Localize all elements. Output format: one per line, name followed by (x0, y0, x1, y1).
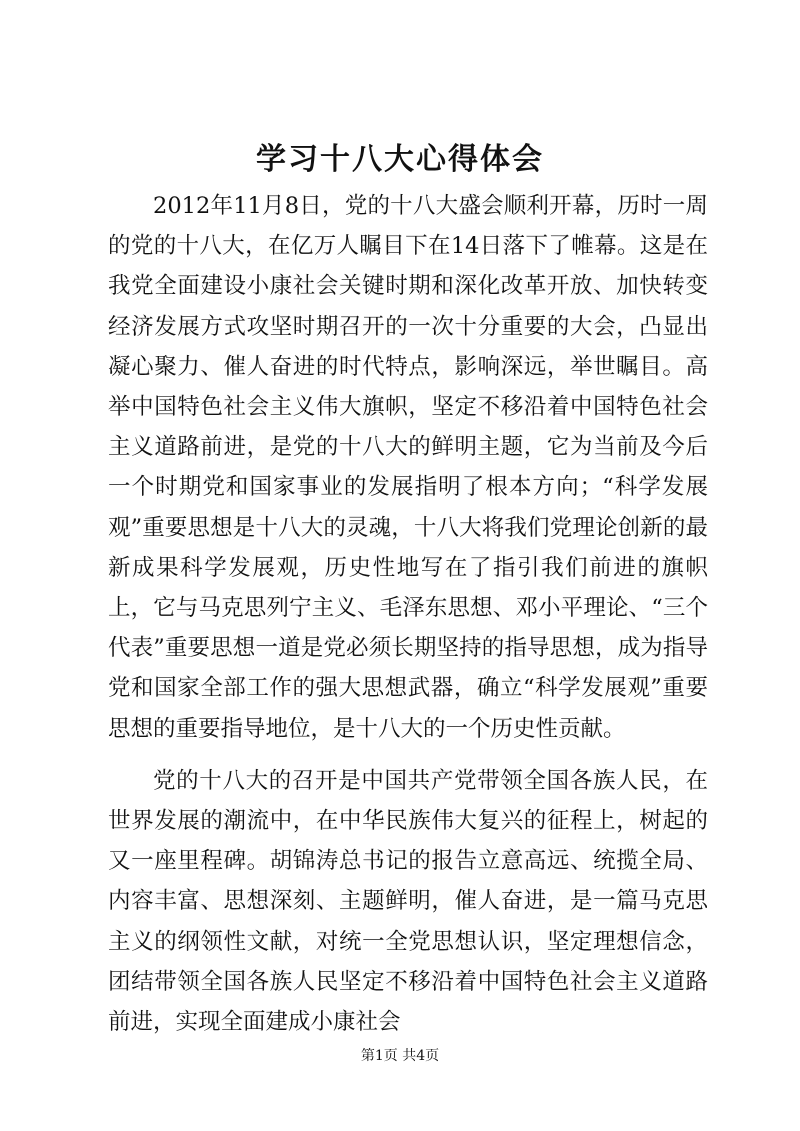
paragraph-1: 2012年11月8日，党的十八大盛会顺利开幕，历时一周的党的十八大，在亿万人瞩目下在14日落下了帷幕。这是在我党全面建设小康社会关键时期和深化改革开放、加快转变经济发展方式攻坚时期召开的一次十分重要的大会，凸显出凝心聚力、催人奋进的时代特点，影响深远，举世瞩目。高举中国特色社会主义伟大旗帜，坚定不移沿着中国特色社会主义道路前进，是党的十八大的鲜明主题，它为当前及今后一个时期党和国家事业的发展指明了根本方向；“科学发展观”重要思想是十八大的灵魂，十八大将我们党理论创新的最新成果科学发展观，历史性地写在了指引我们前进的旗帜上，它与马克思列宁主义、毛泽东思想、邓小平理论、“三个代表”重要思想一道是党必须长期坚持的指导思想，成为指导党和国家全部工作的强大思想武器，确立“科学发展观”重要思想的重要指导地位，是十八大的一个历史性贡献。 (108, 193, 708, 742)
paragraph-2: 党的十八大的召开是中国共产党带领全国各族人民，在世界发展的潮流中，在中华民族伟大复兴的征程上，树起的又一座里程碑。胡锦涛总书记的报告立意高远、统揽全局、内容丰富、思想深刻、主题鲜明，催人奋进，是一篇马克思主义的纲领性文献，对统一全党思想认识，坚定理想信念，团结带领全国各族人民坚定不移沿着中国特色社会主义道路前进，实现全面建成小康社会 (108, 767, 708, 1036)
document-title: 学习十八大心得体会 (256, 142, 544, 177)
document-body (108, 186, 708, 1042)
page-footer: 第1页 共4页 (360, 1048, 440, 1064)
